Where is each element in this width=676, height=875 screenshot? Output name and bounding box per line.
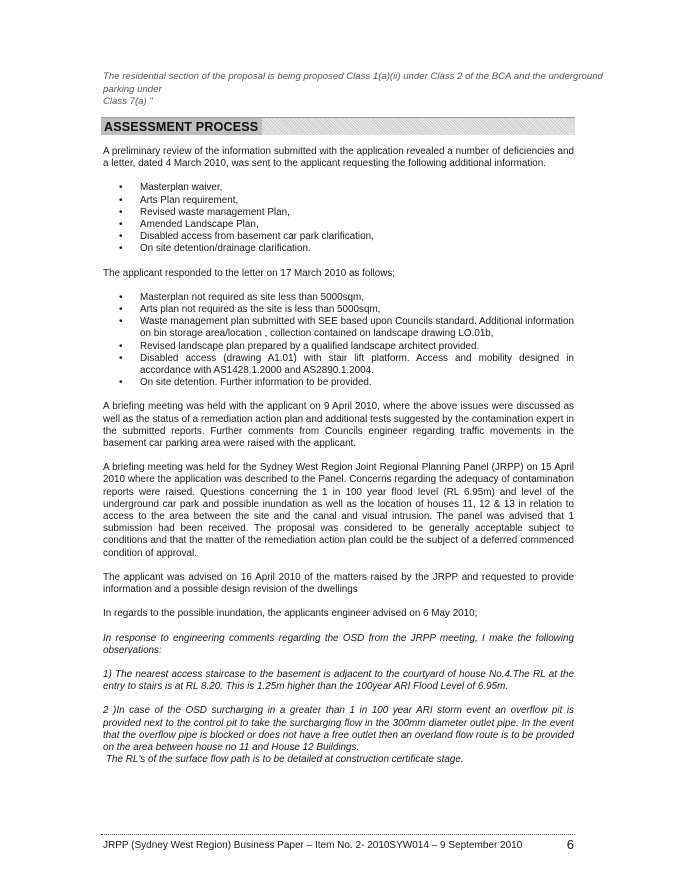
bullet-icon: • <box>119 377 123 389</box>
page-number: 6 <box>566 837 574 852</box>
list-item: • Waste management plan submitted with SEE based upon Councils standard. Additional information on bin storage area/location , collection contained on landscape drawing LO.01b, <box>119 316 574 340</box>
engineer-quote: In response to engineering comments regarding the OSD from the JRPP meeting, I make the following observations: <box>103 632 574 656</box>
bullet-icon: • <box>119 352 123 364</box>
intro-line: The residential section of the proposal is being proposed Class 1(a)(ii) under Class 2 of the BCA and the underground <box>103 71 603 82</box>
paragraph: In regards to the possible inundation, the applicants engineer advised on 6 May 2010; <box>103 608 478 620</box>
list-item: • Disabled access (drawing A1.01) with stair lift platform. Access and mobility designed in accordance with AS1428.1.2000 and AS2890.1.2004. <box>119 352 574 377</box>
bullet-icon: • <box>119 182 123 194</box>
paragraph: The applicant was advised on 16 April 2010 of the matters raised by the JRPP and requested to provide information and a possible design revision of the dwellings <box>103 571 574 596</box>
list-item: • Arts Plan requirement, <box>119 194 239 206</box>
bullet-icon: • <box>119 219 123 231</box>
bullet-icon: • <box>119 243 123 255</box>
document-body <box>103 146 574 766</box>
engineer-quote: 1) The nearest access staircase to the basement is adjacent to the courtyard of house No.4.The RL at the entry to stairs is at RL 8.20. This is 1.25m higher than the 100year ARI Flood Level of 6.95m. <box>103 668 574 693</box>
page-footer <box>103 839 574 852</box>
list-item: • On site detention/drainage clarification. <box>119 243 311 255</box>
section-heading: ASSESSMENT PROCESS <box>101 118 262 135</box>
list-item: • Amended Landscape Plan, <box>119 219 259 231</box>
section-heading-bar <box>101 117 575 135</box>
paragraph: A briefing meeting was held with the applicant on 9 April 2010, where the above issues were discussed as well as the status of a remediation action plan and additional tests suggested by the contamination expert in the submitted reports. Further comments from Councils engineer regarding traffic movements in the basement car parking area were raised with the applicant. <box>103 401 574 450</box>
engineer-quote: 2 )In case of the OSD surcharging in a greater than 1 in 100 year ARI storm event an overflow pit is provided next to the control pit to take the surcharging flow in the 300mm diameter outlet pipe. In the event that the overflow pipe is blocked or does not have a free outlet then an overland flow route is to be provided on the area between house no 11 and House 12 Buildings. <box>103 705 574 753</box>
list-item: • Masterplan not required as site less than 5000sqm, <box>119 291 364 303</box>
list-item: • Arts plan not required as the site is less than 5000sqm, <box>119 304 381 316</box>
engineer-quote: The RL's of the surface flow path is to be detailed at construction certificate stage. <box>106 754 464 766</box>
intro-line: parking under <box>103 83 162 95</box>
intro-line: Class 7(a) " <box>103 96 153 107</box>
bullet-icon: • <box>119 291 123 303</box>
list-item: • Disabled access from basement car park clarification, <box>119 231 374 243</box>
bullet-icon: • <box>119 206 123 218</box>
list-item: • Masterplan waiver, <box>119 182 223 194</box>
bullet-icon: • <box>119 194 123 206</box>
bullet-icon: • <box>119 340 123 352</box>
bullet-icon: • <box>119 304 123 316</box>
footer-text: JRPP (Sydney West Region) Business Paper – Item No. 2- 2010SYW014 – 9 September 2010 <box>103 840 523 851</box>
paragraph: A preliminary review of the information submitted with the application revealed a number of deficiencies and a letter, dated 4 March 2010, was sent to the applicant requesting the following additional information. <box>103 146 574 170</box>
footer-divider <box>101 834 575 835</box>
applicant-response-list <box>103 292 574 390</box>
requested-info-list <box>103 182 574 255</box>
bullet-icon: • <box>119 231 123 243</box>
paragraph: A briefing meeting was held for the Sydney West Region Joint Regional Planning Panel (JRPP) on 15 April 2010 where the application was described to the Panel. Concerns regarding the adequacy of contamination reports were raised. Questions concerning the 1 in 100 year flood level (RL 6.95m) and level of the underground car park and possible inundation as well as the location of houses 11, 12 & 13 in relation to access to the area between the site and the canal and visual intrusion. The panel was advised that 1 submission had been received. The proposal was considered to be generally acceptable subject to conditions and that the matter of the remediation action plan could be the subject of a deferred commenced condition of approval. <box>103 462 574 559</box>
list-item: • On site detention. Further information to be provided. <box>119 377 372 389</box>
paragraph: The applicant responded to the letter on 17 March 2010 as follows; <box>103 267 396 279</box>
intro-note <box>103 71 603 109</box>
list-item: • Revised waste management Plan, <box>119 206 290 218</box>
list-item: • Revised landscape plan prepared by a qualified landscape architect provided. <box>119 340 480 352</box>
bullet-icon: • <box>119 316 123 328</box>
